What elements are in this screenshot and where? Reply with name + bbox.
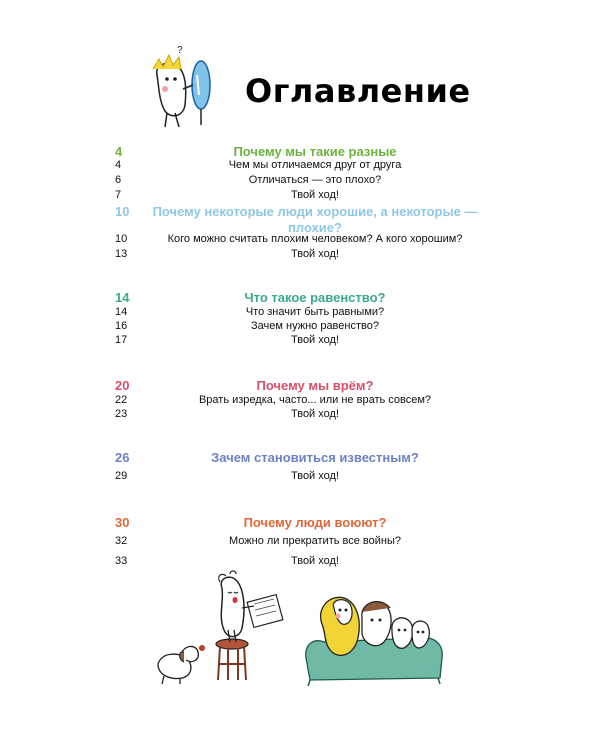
entry-page-number: 14 (115, 306, 128, 318)
section-page-number: 30 (115, 515, 130, 530)
svg-text:?: ? (177, 45, 183, 56)
entry-page-number: 7 (115, 189, 122, 201)
entry-title: Отличаться — это плохо? (248, 174, 382, 186)
section-page-number: 4 (115, 144, 123, 159)
entry-page-number: 4 (115, 159, 122, 171)
entry-title: Твой ход! (290, 408, 339, 420)
section-title: Что такое равенство? (244, 290, 386, 305)
section-title: Почему некоторые люди хорошие, а некоторые — плохие? (152, 204, 478, 235)
section-page-number: 10 (115, 204, 130, 219)
section-page-number: 14 (115, 290, 130, 305)
character-with-mirror-illustration (135, 45, 225, 130)
entry-page-number: 13 (115, 248, 128, 260)
entry-title: Твой ход! (290, 334, 339, 346)
section-title: Почему мы такие разные (233, 144, 397, 159)
section-page-number: 26 (115, 450, 130, 465)
entry-page-number: 32 (115, 535, 128, 547)
entry-title: Можно ли прекратить все войны? (229, 535, 401, 547)
entry-title: Чем мы отличаемся друг от друга (228, 159, 402, 171)
entry-page-number: 10 (115, 233, 128, 245)
entry-page-number: 17 (115, 334, 128, 346)
entry-title: Твой ход! (290, 248, 339, 260)
singing-character-and-dog-illustration (150, 568, 310, 688)
entry-title: Что значит быть равными? (245, 306, 385, 318)
section-title: Почему мы врём? (256, 378, 374, 393)
entry-page-number: 16 (115, 320, 128, 332)
entry-title: Врать изредка, часто... или не врать совсем? (198, 394, 432, 406)
page-title: Оглавление (245, 72, 471, 110)
section-title: Зачем становиться известным? (211, 450, 419, 465)
section-page-number: 20 (115, 378, 130, 393)
entry-title: Зачем нужно равенство? (251, 320, 379, 332)
entry-page-number: 23 (115, 408, 128, 420)
entry-title: Кого можно считать плохим человеком? А кого хорошим? (167, 233, 463, 245)
entry-title: Твой ход! (290, 555, 339, 567)
entry-page-number: 22 (115, 394, 128, 406)
characters-on-sofa-illustration (300, 578, 450, 688)
entry-page-number: 6 (115, 174, 122, 186)
entry-page-number: 29 (115, 470, 128, 482)
entry-page-number: 33 (115, 555, 128, 567)
section-title: Почему люди воюют? (243, 515, 387, 530)
entry-title: Твой ход! (290, 470, 339, 482)
entry-title: Твой ход! (290, 189, 339, 201)
